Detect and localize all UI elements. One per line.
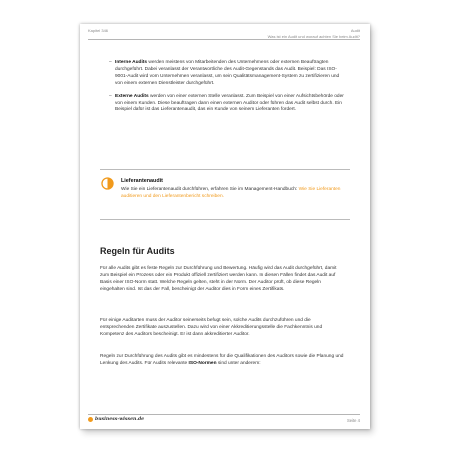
pie-chart-icon — [101, 177, 114, 190]
brand-logo — [88, 417, 144, 422]
tip-box — [121, 178, 341, 201]
paragraph-accreditation: Für einige Auditarten muss der Auditor seinerseits befugt sein, solche Audits durchzuführen und die entsprechenden Zertifikate auszustellen. Dazu wird von einer Akkreditierungsstelle die Fachkenntnis und Kompetenz des Auditors bescheinigt. Er ist dann akkreditierter Auditor. — [100, 318, 323, 337]
list-item-term: Interne Audits — [115, 60, 148, 65]
page-footer — [88, 417, 360, 425]
tip-link[interactable]: Wie Sie Lieferanten auditieren und den Lieferantenbericht schreiben. — [121, 186, 341, 199]
list-item-term: Externe Audits — [115, 93, 149, 99]
brand-name: business-wissen.de — [95, 417, 145, 422]
brand-dot-icon — [88, 417, 93, 422]
list-item — [115, 60, 345, 88]
footer-rule — [88, 414, 360, 415]
tip-text-block — [121, 187, 341, 201]
tip-bottom-divider — [100, 219, 350, 220]
header-section: Audit — [350, 28, 360, 33]
audit-types-list — [115, 60, 345, 120]
paragraph-text-start: Regeln zur Durchführung des Audits gibt es mindestens für die Qualifikationen des Auditors sowie die Planung und Lenkung des Audits. Für Audits relevante — [100, 354, 344, 366]
list-item-text: werden meistens von Mitarbeitenden des Unternehmens oder externen Beauftragten durchgeführt. Dabei veranlasst der Verantwortliche des Audit-Gegenstands das Audit. Beispiel: Das ISO-9001-Audit wird vom Unternehmen veranlasst, um sein Qualitätsmanagement-System zu zertifizieren und von einem externen Dienstleister durchgeführt. — [115, 60, 340, 86]
tip-title: Lieferantenaudit — [121, 178, 163, 184]
tip-top-divider — [100, 169, 350, 170]
paragraph-rules: Für alle Audits gibt es feste Regeln zur Durchführung und Bewertung. Häufig wird das Audit durchgeführt, damit zum Beispiel ein Prozess oder ein Produkt offiziell zertifiziert werden kann. In diesen Fällen findet das Audit auf Basis einer ISO-Norm statt. Welche Regeln gelten, steht in der Norm. Der Auditor prüft, ob diese Regeln eingehalten sind. Ist das der Fall, bescheinigt der Auditor dies in Form eines Zertifikats. — [100, 266, 337, 292]
list-item-text: werden von einer externen Stelle veranlasst. Zum Beispiel von einer Aufsichtsbehörde oder von einem Kunden. Diese beauftragen dann einen externen Auditor oder führen das Audit selbst durch. Ein Beispiel dafür ist das Lieferantenaudit, das ein Kunde von seinem Lieferanten fordert. — [115, 93, 344, 113]
header-rule — [88, 39, 360, 40]
iso-norms-term: ISO-Normen — [188, 360, 217, 366]
section-title: Regeln für Audits — [100, 246, 175, 256]
paragraph-text-end: sind unter anderem: — [216, 360, 261, 366]
header-subtitle: Was ist ein Audit und worauf achten Sie beim Audit? — [267, 34, 360, 39]
document-page — [80, 24, 370, 429]
page-number: Seite 4 — [346, 417, 360, 423]
header-chapter: Kapitel 346 — [88, 28, 109, 33]
tip-text: Wie Sie ein Lieferantenaudit durchführen, erfahren Sie im Management-Handbuch: — [121, 186, 299, 192]
paragraph-iso-norms — [100, 354, 345, 368]
list-item — [115, 94, 345, 115]
